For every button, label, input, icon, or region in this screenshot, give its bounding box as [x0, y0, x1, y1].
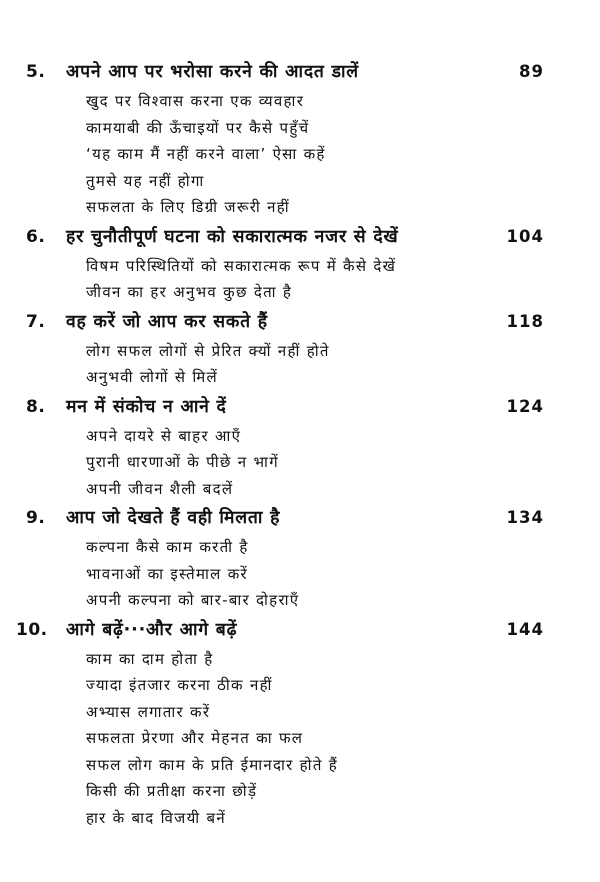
chapter-number: 6. [26, 226, 46, 247]
section-item: अभ्यास लगातार करें [86, 702, 211, 721]
section-item: कल्पना कैसे काम करती है [86, 538, 249, 556]
chapter-page-number: 104 [506, 226, 544, 246]
chapter-5 [0, 56, 600, 221]
chapter-heading [0, 391, 600, 423]
chapter-number: 5. [26, 62, 46, 82]
chapter-page-number: 118 [506, 311, 544, 331]
table-of-contents [0, 56, 600, 831]
chapter-title: आगे बढ़ें···और आगे बढ़ें [66, 619, 238, 640]
section-item: कामयाबी की ऊँचाइयों पर कैसे पहुँचें [86, 118, 310, 137]
chapter-page-number: 144 [506, 619, 544, 639]
chapter-title: मन में संकोच न आने दें [66, 396, 227, 417]
chapter-number: 9. [26, 508, 46, 528]
chapter-title: आप जो देखते हैं वही मिलता है [66, 508, 281, 528]
section-item: अनुभवी लोगों से मिलें [86, 368, 219, 386]
section-item: हार के बाद विजयी बनें [86, 808, 227, 827]
chapter-page-number: 89 [519, 62, 544, 81]
chapter-page-number: 124 [506, 396, 544, 416]
chapter-heading [0, 306, 600, 338]
chapter-title: अपने आप पर भरोसा करने की आदत डालें [66, 62, 359, 82]
section-item: ज्यादा इंतजार करना ठीक नहीं [86, 676, 273, 694]
section-item: अपनी जीवन शैली बदलें [86, 479, 234, 498]
section-item: खुद पर विश्वास करना एक व्यवहार [86, 92, 305, 110]
section-item: किसी की प्रतीक्षा करना छोड़ें [86, 782, 258, 800]
section-item: सफलता प्रेरणा और मेहनत का फल [86, 729, 304, 747]
section-item: लोग सफल लोगों से प्रेरित क्यों नहीं होते [86, 341, 330, 360]
chapter-8 [0, 391, 600, 503]
chapter-10 [0, 614, 600, 832]
chapter-title: वह करें जो आप कर सकते हैं [66, 311, 268, 332]
chapter-9 [0, 502, 600, 614]
section-item: भावनाओं का इस्तेमाल करें [86, 564, 248, 583]
section-item: जीवन का हर अनुभव कुछ देता है [86, 283, 293, 301]
chapter-7 [0, 306, 600, 391]
chapter-number: 8. [26, 396, 46, 417]
section-item: सफल लोग काम के प्रति ईमानदार होते हैं [86, 755, 339, 774]
chapter-page-number: 134 [506, 508, 544, 527]
chapter-number: 7. [26, 311, 46, 332]
section-item: काम का दाम होता है [86, 649, 214, 668]
chapter-heading [0, 56, 600, 88]
chapter-heading [0, 221, 600, 253]
chapter-title: हर चुनौतीपूर्ण घटना को सकारात्मक नजर से देखें [66, 226, 399, 247]
section-item: अपने दायरे से बाहर आएँ [86, 426, 242, 445]
chapter-6 [0, 221, 600, 306]
chapter-heading [0, 614, 600, 646]
section-item: ‘यह काम मैं नहीं करने वाला’ ऐसा कहें [86, 145, 326, 163]
section-item: तुमसे यह नहीं होगा [86, 171, 205, 190]
section-item: सफलता के लिए डिग्री जरूरी नहीं [86, 198, 290, 216]
section-item: विषम परिस्थितियों को सकारात्मक रूप में कैसे देखें [86, 256, 397, 275]
chapter-heading [0, 502, 600, 534]
section-item: अपनी कल्पना को बार-बार दोहराएँ [86, 591, 300, 609]
section-item: पुरानी धारणाओं के पीछे न भागें [86, 453, 279, 471]
chapter-number: 10. [16, 619, 48, 640]
